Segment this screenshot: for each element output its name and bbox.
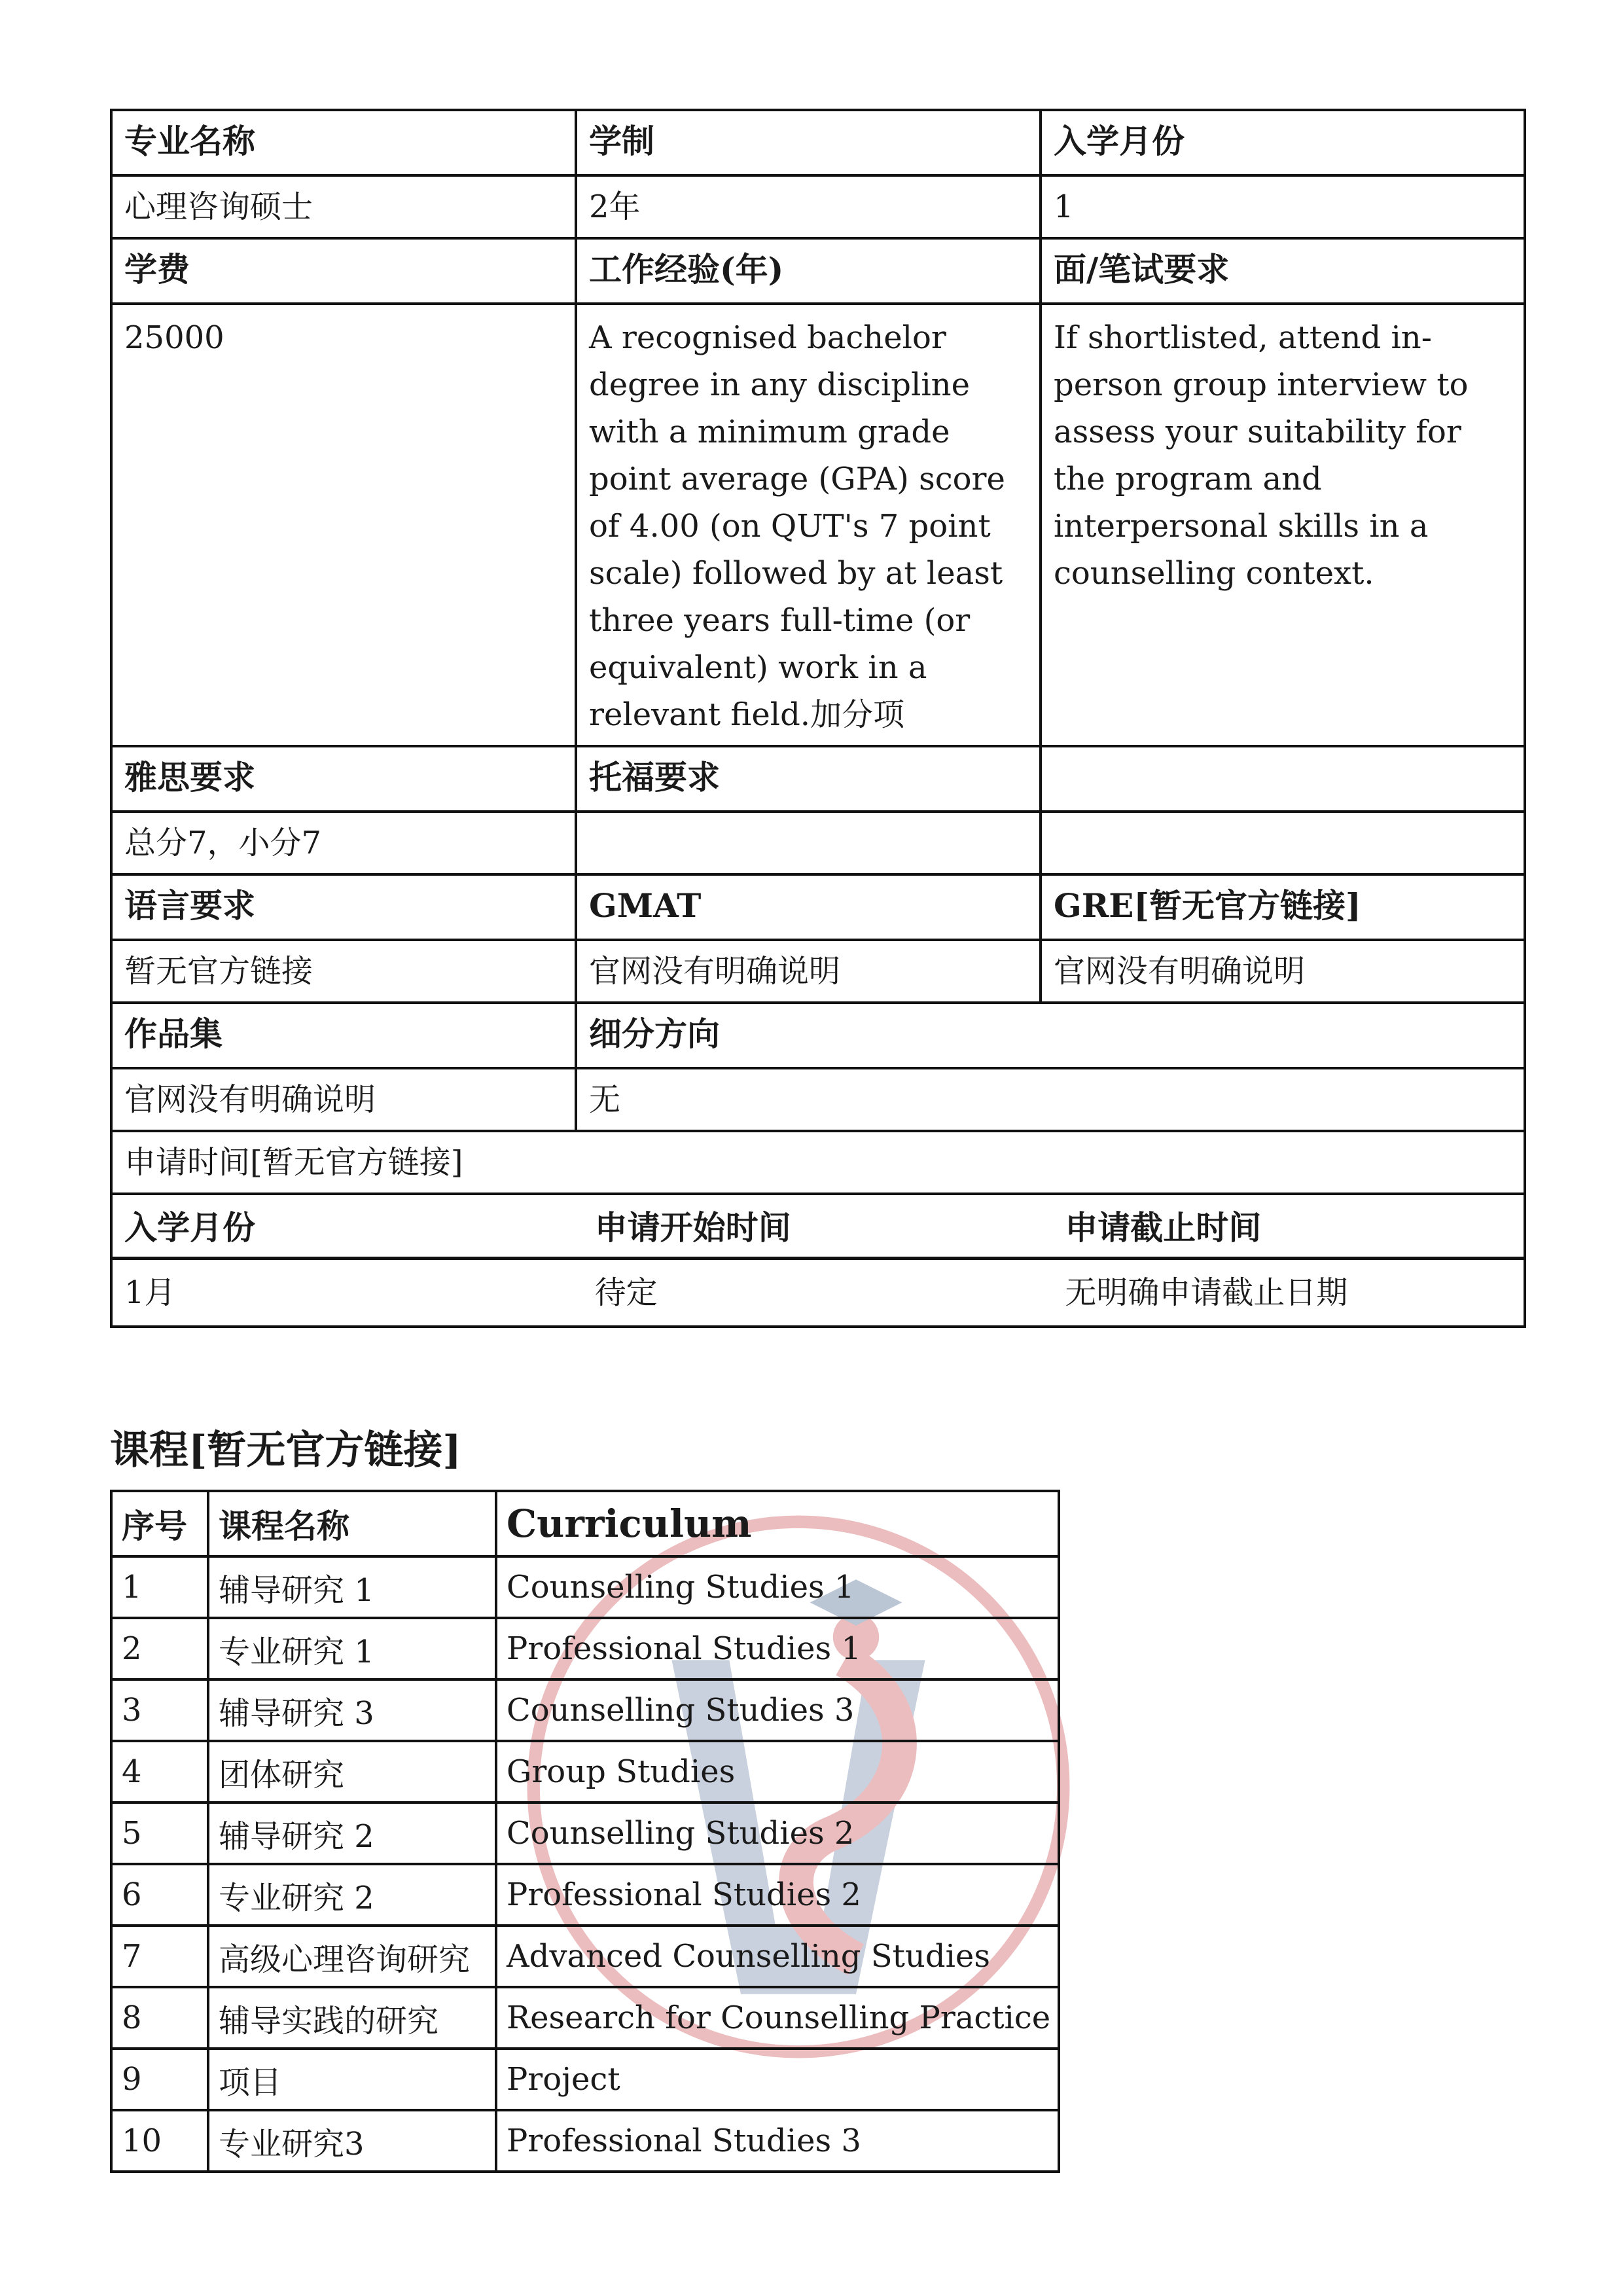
course-no-cell: 2 — [111, 1618, 208, 1679]
header-specialization: 细分方向 — [576, 1003, 1525, 1068]
course-name-cell: 专业研究 2 — [208, 1864, 496, 1926]
course-name-cell: 专业研究 1 — [208, 1618, 496, 1679]
value-intake-month: 1 — [1041, 175, 1525, 238]
course-curriculum-cell: Counselling Studies 3 — [496, 1679, 1059, 1741]
course-no-cell: 5 — [111, 1803, 208, 1864]
value-gmat: 官网没有明确说明 — [576, 940, 1041, 1003]
value-language: 暂无官方链接 — [111, 940, 576, 1003]
header-app-start: 申请开始时间 — [583, 1195, 1054, 1259]
table-row — [111, 2049, 1059, 2110]
course-no-cell: 4 — [111, 1741, 208, 1803]
table-row — [111, 1987, 1059, 2049]
header-ielts: 雅思要求 — [111, 746, 576, 812]
value-specialization: 无 — [576, 1068, 1525, 1131]
header-course-name: 课程名称 — [208, 1491, 496, 1556]
course-curriculum-cell: Research for Counselling Practice — [496, 1987, 1059, 2049]
header-curriculum: Curriculum — [496, 1491, 1059, 1556]
value-interview: If shortlisted, attend in-person group interview to assess your suitability for the program and interpersonal skills in a counselling context. — [1041, 304, 1525, 746]
header-gre: GRE[暂无官方链接] — [1041, 874, 1525, 940]
application-schedule — [111, 1194, 1525, 1327]
course-table-body — [111, 1556, 1059, 2172]
table-row — [111, 2110, 1059, 2172]
course-name-cell: 辅导实践的研究 — [208, 1987, 496, 2049]
course-name-cell: 辅导研究 2 — [208, 1803, 496, 1864]
course-curriculum-cell: Professional Studies 3 — [496, 2110, 1059, 2172]
course-name-cell: 专业研究3 — [208, 2110, 496, 2172]
header-app-intake: 入学月份 — [113, 1195, 583, 1259]
value-program-name: 心理咨询硕士 — [111, 175, 576, 238]
course-curriculum-cell: Counselling Studies 1 — [496, 1556, 1059, 1618]
header-course-no: 序号 — [111, 1491, 208, 1556]
application-time-label: 申请时间[暂无官方链接] — [111, 1131, 1525, 1194]
program-info-table — [110, 109, 1526, 1328]
course-curriculum-cell: Professional Studies 1 — [496, 1618, 1059, 1679]
table-row — [111, 940, 1525, 1003]
table-row — [111, 1864, 1059, 1926]
course-curriculum-cell: Professional Studies 2 — [496, 1864, 1059, 1926]
table-row — [111, 1068, 1525, 1131]
table-row — [111, 304, 1525, 746]
header-work-experience: 工作经验(年) — [576, 238, 1041, 304]
table-row — [111, 1926, 1059, 1987]
table-row — [111, 1679, 1059, 1741]
header-language: 语言要求 — [111, 874, 576, 940]
header-program-name: 专业名称 — [111, 110, 576, 175]
table-row — [111, 175, 1525, 238]
value-app-start: 待定 — [594, 1274, 658, 1311]
value-duration: 2年 — [576, 175, 1041, 238]
course-no-cell: 10 — [111, 2110, 208, 2172]
header-duration: 学制 — [576, 110, 1041, 175]
course-curriculum-cell: Advanced Counselling Studies — [496, 1926, 1059, 1987]
value-portfolio: 官网没有明确说明 — [111, 1068, 576, 1131]
value-gre: 官网没有明确说明 — [1041, 940, 1525, 1003]
header-empty — [1041, 746, 1525, 812]
table-row — [111, 1618, 1059, 1679]
header-intake-month: 入学月份 — [1041, 110, 1525, 175]
table-row — [111, 1491, 1059, 1556]
table-row — [111, 238, 1525, 304]
table-row — [111, 1194, 1525, 1327]
course-no-cell: 6 — [111, 1864, 208, 1926]
table-row — [111, 812, 1525, 874]
course-name-cell: 高级心理咨询研究 — [208, 1926, 496, 1987]
course-name-cell: 辅导研究 1 — [208, 1556, 496, 1618]
course-name-cell: 辅导研究 3 — [208, 1679, 496, 1741]
header-app-deadline: 申请截止时间 — [1053, 1195, 1524, 1259]
value-app-intake: 1月 — [124, 1274, 176, 1311]
table-row — [111, 110, 1525, 175]
header-gmat: GMAT — [576, 874, 1041, 940]
table-row — [111, 1741, 1059, 1803]
table-row — [111, 1556, 1059, 1618]
course-no-cell: 9 — [111, 2049, 208, 2110]
course-curriculum-cell: Project — [496, 2049, 1059, 2110]
header-portfolio: 作品集 — [111, 1003, 576, 1068]
table-row — [111, 1003, 1525, 1068]
course-curriculum-cell: Group Studies — [496, 1741, 1059, 1803]
value-tuition: 25000 — [111, 304, 576, 746]
course-no-cell: 8 — [111, 1987, 208, 2049]
course-no-cell: 7 — [111, 1926, 208, 1987]
value-app-deadline: 无明确申请截止日期 — [1065, 1274, 1348, 1311]
course-name-cell: 项目 — [208, 2049, 496, 2110]
course-name-cell: 团体研究 — [208, 1741, 496, 1803]
value-work-experience: A recognised bachelor degree in any discipline with a minimum grade point average (GPA) score of 4.00 (on QUT's 7 point scale) followed by at least three years full-time (or equivalent) work in a relevant field.加分项 — [576, 304, 1041, 746]
table-row — [111, 1131, 1525, 1194]
header-interview: 面/笔试要求 — [1041, 238, 1525, 304]
table-row — [111, 874, 1525, 940]
course-curriculum-cell: Counselling Studies 2 — [496, 1803, 1059, 1864]
application-schedule-table — [113, 1195, 1524, 1325]
course-no-cell: 3 — [111, 1679, 208, 1741]
course-table — [110, 1490, 1060, 2173]
header-tuition: 学费 — [111, 238, 576, 304]
value-ielts: 总分7，小分7 — [111, 812, 576, 874]
value-empty — [1041, 812, 1525, 874]
course-no-cell: 1 — [111, 1556, 208, 1618]
table-row — [111, 746, 1525, 812]
header-toefl: 托福要求 — [576, 746, 1041, 812]
value-toefl — [576, 812, 1041, 874]
courses-section-title: 课程[暂无官方链接] — [110, 1427, 461, 1473]
table-row — [111, 1803, 1059, 1864]
